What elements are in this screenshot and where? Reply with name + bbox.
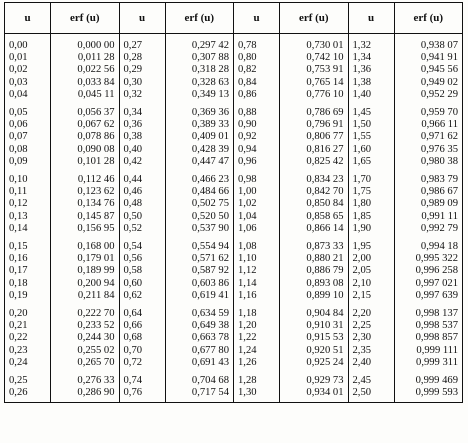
u-value-cell: 2,15 <box>348 290 394 302</box>
erf-value-cell: 0,742 10 <box>280 52 349 64</box>
header-u-2: u <box>119 3 165 34</box>
u-value-cell: 0,25 <box>5 369 51 387</box>
erf-value-cell: 0,730 01 <box>280 34 349 53</box>
u-value-cell: 1,38 <box>348 77 394 89</box>
u-value-cell: 0,46 <box>119 186 165 198</box>
u-value-cell: 0,01 <box>5 52 51 64</box>
erf-value-cell: 0,934 01 <box>280 387 349 403</box>
u-value-cell: 2,10 <box>348 278 394 290</box>
table-row <box>5 77 463 89</box>
erf-value-cell: 0,255 02 <box>51 345 120 357</box>
u-value-cell: 0,08 <box>5 144 51 156</box>
erf-value-cell: 0,899 10 <box>280 290 349 302</box>
u-value-cell: 1,26 <box>234 357 280 369</box>
u-value-cell: 0,74 <box>119 369 165 387</box>
u-value-cell: 0,03 <box>5 77 51 89</box>
erf-value-cell: 0,998 857 <box>394 332 463 344</box>
u-value-cell: 0,52 <box>119 223 165 235</box>
erf-value-cell: 0,999 593 <box>394 387 463 403</box>
erf-value-cell: 0,123 62 <box>51 186 120 198</box>
u-value-cell: 0,12 <box>5 198 51 210</box>
erf-value-cell: 0,067 62 <box>51 119 120 131</box>
erf-value-cell: 0,677 80 <box>165 345 234 357</box>
u-value-cell: 0,98 <box>234 168 280 186</box>
u-value-cell: 0,06 <box>5 119 51 131</box>
erf-value-cell: 0,101 28 <box>51 156 120 168</box>
u-value-cell: 0,66 <box>119 320 165 332</box>
u-value-cell: 0,09 <box>5 156 51 168</box>
u-value-cell: 2,45 <box>348 369 394 387</box>
u-value-cell: 0,07 <box>5 131 51 143</box>
erf-value-cell: 0,307 88 <box>165 52 234 64</box>
u-value-cell: 1,28 <box>234 369 280 387</box>
erf-value-cell: 0,806 77 <box>280 131 349 143</box>
table-row <box>5 168 463 186</box>
erf-value-cell: 0,920 51 <box>280 345 349 357</box>
erf-value-cell: 0,983 79 <box>394 168 463 186</box>
erf-value-cell: 0,816 27 <box>280 144 349 156</box>
u-value-cell: 0,64 <box>119 302 165 320</box>
u-value-cell: 0,38 <box>119 131 165 143</box>
u-value-cell: 2,05 <box>348 265 394 277</box>
u-value-cell: 0,54 <box>119 235 165 253</box>
u-value-cell: 0,92 <box>234 131 280 143</box>
u-value-cell: 0,10 <box>5 168 51 186</box>
erf-value-cell: 0,998 137 <box>394 302 463 320</box>
erf-value-cell: 0,276 33 <box>51 369 120 387</box>
u-value-cell: 1,55 <box>348 131 394 143</box>
u-value-cell: 1,10 <box>234 253 280 265</box>
u-value-cell: 0,15 <box>5 235 51 253</box>
u-value-cell: 0,18 <box>5 278 51 290</box>
u-value-cell: 0,90 <box>234 119 280 131</box>
u-value-cell: 0,94 <box>234 144 280 156</box>
u-value-cell: 2,25 <box>348 320 394 332</box>
table-row <box>5 320 463 332</box>
erf-value-cell: 0,959 70 <box>394 101 463 119</box>
u-value-cell: 0,04 <box>5 89 51 101</box>
erf-value-cell: 0,842 70 <box>280 186 349 198</box>
erf-value-cell: 0,996 258 <box>394 265 463 277</box>
u-value-cell: 0,88 <box>234 101 280 119</box>
table-body <box>5 34 463 403</box>
u-value-cell: 1,34 <box>348 52 394 64</box>
erf-value-cell: 0,537 90 <box>165 223 234 235</box>
table-row <box>5 119 463 131</box>
erf-value-cell: 0,945 56 <box>394 64 463 76</box>
erf-value-cell: 0,929 73 <box>280 369 349 387</box>
u-value-cell: 1,24 <box>234 345 280 357</box>
erf-value-cell: 0,753 91 <box>280 64 349 76</box>
u-value-cell: 0,50 <box>119 211 165 223</box>
header-erf-1: erf (u) <box>51 3 120 34</box>
erf-value-cell: 0,880 21 <box>280 253 349 265</box>
u-value-cell: 1,14 <box>234 278 280 290</box>
u-value-cell: 0,60 <box>119 278 165 290</box>
table-row <box>5 332 463 344</box>
table-row <box>5 89 463 101</box>
u-value-cell: 2,35 <box>348 345 394 357</box>
erf-value-cell: 0,112 46 <box>51 168 120 186</box>
header-erf-4: erf (u) <box>394 3 463 34</box>
erf-value-cell: 0,915 53 <box>280 332 349 344</box>
erf-value-cell: 0,995 322 <box>394 253 463 265</box>
u-value-cell: 0,11 <box>5 186 51 198</box>
u-value-cell: 1,50 <box>348 119 394 131</box>
erf-value-cell: 0,976 35 <box>394 144 463 156</box>
u-value-cell: 1,12 <box>234 265 280 277</box>
erf-value-cell: 0,619 41 <box>165 290 234 302</box>
erf-value-cell: 0,244 30 <box>51 332 120 344</box>
erf-value-cell: 0,222 70 <box>51 302 120 320</box>
erf-value-cell: 0,999 469 <box>394 369 463 387</box>
erf-value-cell: 0,200 94 <box>51 278 120 290</box>
u-value-cell: 2,40 <box>348 357 394 369</box>
header-u-4: u <box>348 3 394 34</box>
u-value-cell: 0,20 <box>5 302 51 320</box>
erf-value-cell: 0,858 65 <box>280 211 349 223</box>
table-row <box>5 265 463 277</box>
erf-value-cell: 0,466 23 <box>165 168 234 186</box>
erf-value-cell: 0,997 639 <box>394 290 463 302</box>
table-row <box>5 52 463 64</box>
erf-value-cell: 0,786 69 <box>280 101 349 119</box>
u-value-cell: 0,68 <box>119 332 165 344</box>
u-value-cell: 0,48 <box>119 198 165 210</box>
u-value-cell: 1,36 <box>348 64 394 76</box>
table-row <box>5 387 463 403</box>
erf-value-cell: 0,999 111 <box>394 345 463 357</box>
erf-value-cell: 0,971 62 <box>394 131 463 143</box>
u-value-cell: 1,04 <box>234 211 280 223</box>
erf-value-cell: 0,691 43 <box>165 357 234 369</box>
erf-value-cell: 0,189 99 <box>51 265 120 277</box>
table-row <box>5 198 463 210</box>
erf-value-cell: 0,286 90 <box>51 387 120 403</box>
u-value-cell: 1,60 <box>348 144 394 156</box>
table-row <box>5 253 463 265</box>
erf-value-cell: 0,989 09 <box>394 198 463 210</box>
erf-value-cell: 0,991 11 <box>394 211 463 223</box>
erf-value-cell: 0,328 63 <box>165 77 234 89</box>
u-value-cell: 1,16 <box>234 290 280 302</box>
erf-value-cell: 0,941 91 <box>394 52 463 64</box>
u-value-cell: 0,14 <box>5 223 51 235</box>
u-value-cell: 1,32 <box>348 34 394 53</box>
u-value-cell: 0,24 <box>5 357 51 369</box>
u-value-cell: 0,34 <box>119 101 165 119</box>
u-value-cell: 0,70 <box>119 345 165 357</box>
table-row <box>5 290 463 302</box>
u-value-cell: 0,29 <box>119 64 165 76</box>
u-value-cell: 0,19 <box>5 290 51 302</box>
erf-value-cell: 0,409 01 <box>165 131 234 143</box>
u-value-cell: 0,23 <box>5 345 51 357</box>
erf-value-cell: 0,634 59 <box>165 302 234 320</box>
u-value-cell: 1,80 <box>348 198 394 210</box>
u-value-cell: 0,16 <box>5 253 51 265</box>
erf-value-cell: 0,999 311 <box>394 357 463 369</box>
u-value-cell: 1,85 <box>348 211 394 223</box>
u-value-cell: 0,17 <box>5 265 51 277</box>
u-value-cell: 0,28 <box>119 52 165 64</box>
u-value-cell: 0,72 <box>119 357 165 369</box>
erf-value-cell: 0,168 00 <box>51 235 120 253</box>
erf-value-cell: 0,389 33 <box>165 119 234 131</box>
table-row <box>5 101 463 119</box>
table-row <box>5 131 463 143</box>
u-value-cell: 1,08 <box>234 235 280 253</box>
erf-value-cell: 0,022 56 <box>51 64 120 76</box>
table-row <box>5 64 463 76</box>
erf-value-cell: 0,502 75 <box>165 198 234 210</box>
u-value-cell: 2,30 <box>348 332 394 344</box>
u-value-cell: 1,95 <box>348 235 394 253</box>
erf-value-cell: 0,997 021 <box>394 278 463 290</box>
table-row <box>5 34 463 53</box>
table-row <box>5 302 463 320</box>
u-value-cell: 1,06 <box>234 223 280 235</box>
u-value-cell: 2,20 <box>348 302 394 320</box>
erf-value-cell: 0,776 10 <box>280 89 349 101</box>
erf-value-cell: 0,938 07 <box>394 34 463 53</box>
u-value-cell: 0,40 <box>119 144 165 156</box>
erf-value-cell: 0,850 84 <box>280 198 349 210</box>
erf-value-cell: 0,873 33 <box>280 235 349 253</box>
table-row <box>5 144 463 156</box>
erf-value-cell: 0,447 47 <box>165 156 234 168</box>
erf-value-cell: 0,134 76 <box>51 198 120 210</box>
erf-value-cell: 0,986 67 <box>394 186 463 198</box>
u-value-cell: 2,50 <box>348 387 394 403</box>
header-u-3: u <box>234 3 280 34</box>
u-value-cell: 0,27 <box>119 34 165 53</box>
erf-value-cell: 0,949 02 <box>394 77 463 89</box>
erf-value-cell: 0,090 08 <box>51 144 120 156</box>
u-value-cell: 0,05 <box>5 101 51 119</box>
table-row <box>5 369 463 387</box>
erf-value-cell: 0,966 11 <box>394 119 463 131</box>
erf-value-cell: 0,980 38 <box>394 156 463 168</box>
erf-table <box>4 2 463 403</box>
u-value-cell: 0,58 <box>119 265 165 277</box>
u-value-cell: 0,22 <box>5 332 51 344</box>
table-row <box>5 156 463 168</box>
erf-value-cell: 0,994 18 <box>394 235 463 253</box>
erf-value-cell: 0,369 36 <box>165 101 234 119</box>
erf-value-cell: 0,663 78 <box>165 332 234 344</box>
erf-value-cell: 0,765 14 <box>280 77 349 89</box>
erf-value-cell: 0,992 79 <box>394 223 463 235</box>
u-value-cell: 0,30 <box>119 77 165 89</box>
erf-value-cell: 0,318 28 <box>165 64 234 76</box>
erf-value-cell: 0,910 31 <box>280 320 349 332</box>
u-value-cell: 1,22 <box>234 332 280 344</box>
erf-value-cell: 0,717 54 <box>165 387 234 403</box>
u-value-cell: 1,90 <box>348 223 394 235</box>
erf-value-cell: 0,179 01 <box>51 253 120 265</box>
erf-value-cell: 0,649 38 <box>165 320 234 332</box>
erf-value-cell: 0,045 11 <box>51 89 120 101</box>
u-value-cell: 1,02 <box>234 198 280 210</box>
u-value-cell: 0,02 <box>5 64 51 76</box>
erf-value-cell: 0,520 50 <box>165 211 234 223</box>
table-row <box>5 235 463 253</box>
erf-value-cell: 0,925 24 <box>280 357 349 369</box>
table-row <box>5 223 463 235</box>
erf-value-cell: 0,704 68 <box>165 369 234 387</box>
u-value-cell: 1,70 <box>348 168 394 186</box>
u-value-cell: 0,36 <box>119 119 165 131</box>
u-value-cell: 0,42 <box>119 156 165 168</box>
erf-value-cell: 0,156 95 <box>51 223 120 235</box>
u-value-cell: 1,30 <box>234 387 280 403</box>
u-value-cell: 1,20 <box>234 320 280 332</box>
erf-value-cell: 0,587 92 <box>165 265 234 277</box>
erf-value-cell: 0,428 39 <box>165 144 234 156</box>
erf-value-cell: 0,349 13 <box>165 89 234 101</box>
u-value-cell: 1,40 <box>348 89 394 101</box>
u-value-cell: 2,00 <box>348 253 394 265</box>
u-value-cell: 0,96 <box>234 156 280 168</box>
table-row <box>5 345 463 357</box>
u-value-cell: 0,80 <box>234 52 280 64</box>
table-row <box>5 278 463 290</box>
erf-value-cell: 0,866 14 <box>280 223 349 235</box>
erf-value-cell: 0,998 537 <box>394 320 463 332</box>
erf-value-cell: 0,297 42 <box>165 34 234 53</box>
erf-value-cell: 0,825 42 <box>280 156 349 168</box>
erf-value-cell: 0,011 28 <box>51 52 120 64</box>
erf-value-cell: 0,211 84 <box>51 290 120 302</box>
erf-value-cell: 0,265 70 <box>51 357 120 369</box>
header-u-1: u <box>5 3 51 34</box>
u-value-cell: 1,75 <box>348 186 394 198</box>
erf-value-cell: 0,056 37 <box>51 101 120 119</box>
u-value-cell: 0,26 <box>5 387 51 403</box>
header-erf-3: erf (u) <box>280 3 349 34</box>
u-value-cell: 1,18 <box>234 302 280 320</box>
erf-value-cell: 0,000 00 <box>51 34 120 53</box>
table-row <box>5 186 463 198</box>
u-value-cell: 0,78 <box>234 34 280 53</box>
u-value-cell: 0,00 <box>5 34 51 53</box>
erf-value-cell: 0,571 62 <box>165 253 234 265</box>
erf-value-cell: 0,904 84 <box>280 302 349 320</box>
erf-value-cell: 0,033 84 <box>51 77 120 89</box>
u-value-cell: 0,86 <box>234 89 280 101</box>
u-value-cell: 0,76 <box>119 387 165 403</box>
u-value-cell: 0,62 <box>119 290 165 302</box>
erf-value-cell: 0,233 52 <box>51 320 120 332</box>
erf-value-cell: 0,603 86 <box>165 278 234 290</box>
table-row <box>5 211 463 223</box>
erf-value-cell: 0,886 79 <box>280 265 349 277</box>
u-value-cell: 0,13 <box>5 211 51 223</box>
u-value-cell: 0,56 <box>119 253 165 265</box>
u-value-cell: 1,45 <box>348 101 394 119</box>
u-value-cell: 0,21 <box>5 320 51 332</box>
erf-value-cell: 0,078 86 <box>51 131 120 143</box>
erf-value-cell: 0,484 66 <box>165 186 234 198</box>
table-header-row <box>5 3 463 34</box>
u-value-cell: 0,44 <box>119 168 165 186</box>
erf-value-cell: 0,893 08 <box>280 278 349 290</box>
u-value-cell: 1,00 <box>234 186 280 198</box>
header-erf-2: erf (u) <box>165 3 234 34</box>
u-value-cell: 1,65 <box>348 156 394 168</box>
u-value-cell: 0,82 <box>234 64 280 76</box>
erf-value-cell: 0,834 23 <box>280 168 349 186</box>
u-value-cell: 0,84 <box>234 77 280 89</box>
table-row <box>5 357 463 369</box>
u-value-cell: 0,32 <box>119 89 165 101</box>
erf-value-cell: 0,796 91 <box>280 119 349 131</box>
erf-value-cell: 0,554 94 <box>165 235 234 253</box>
erf-value-cell: 0,145 87 <box>51 211 120 223</box>
erf-value-cell: 0,952 29 <box>394 89 463 101</box>
